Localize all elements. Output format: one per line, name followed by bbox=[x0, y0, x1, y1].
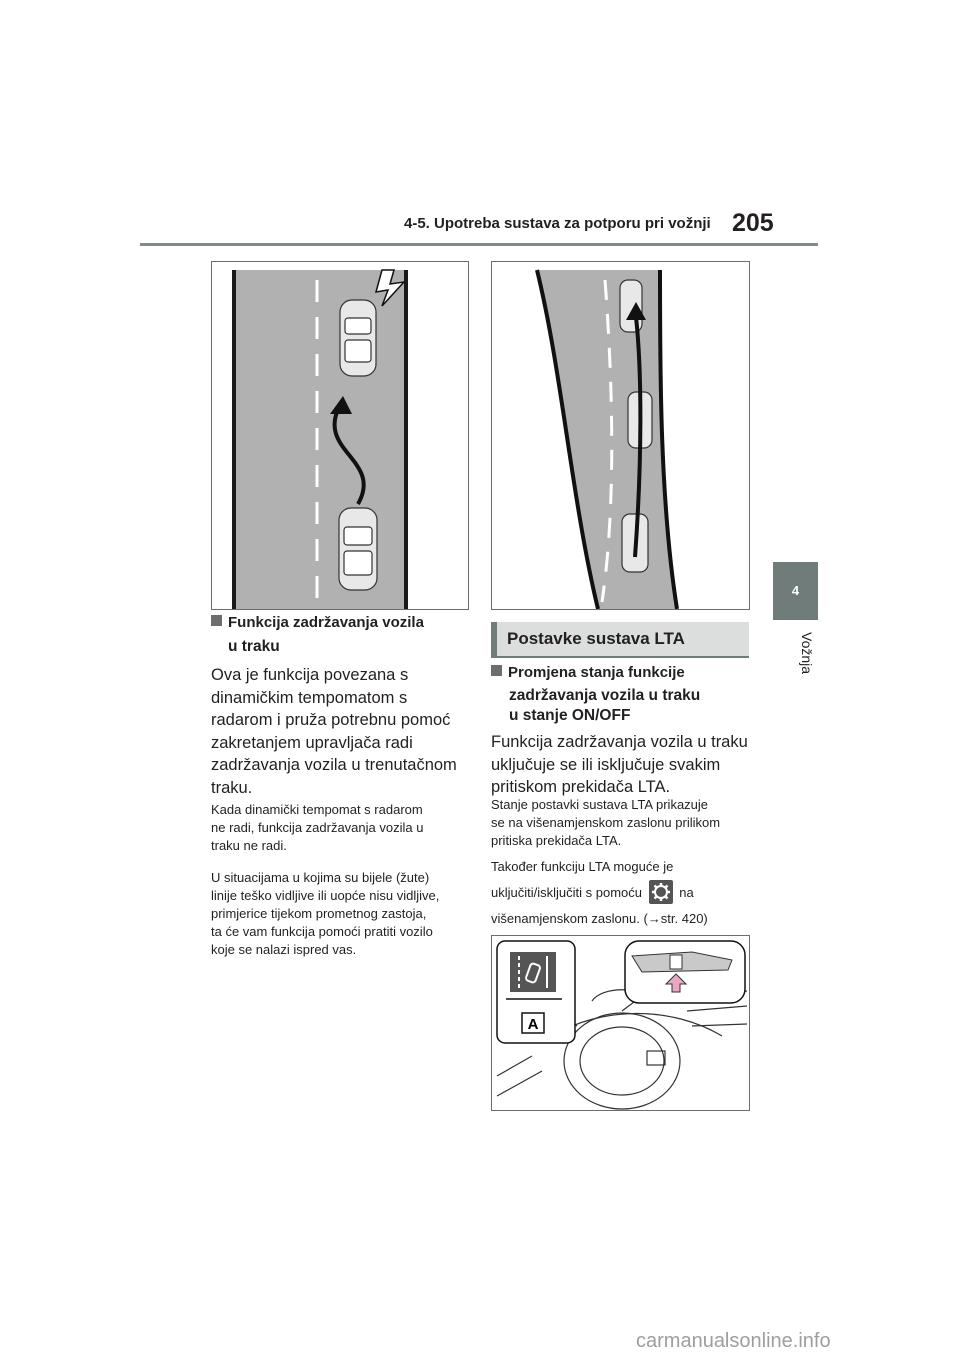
header-divider bbox=[140, 243, 818, 246]
car-rear bbox=[339, 508, 377, 590]
car-front bbox=[340, 300, 376, 376]
page-number: 205 bbox=[732, 209, 774, 237]
left-note-1: Kada dinamički tempomat s radarom ne radi, funkcija zadržavanja vozila u traku ne radi. bbox=[211, 802, 424, 853]
section-title: Postavke sustava LTA bbox=[507, 629, 685, 648]
section-divider bbox=[491, 656, 749, 658]
lta-indicator-icon bbox=[510, 952, 556, 992]
callout-label-a: A bbox=[527, 1016, 539, 1033]
header-section-title: 4-5. Upotreba sustava za potporu pri vožnji bbox=[404, 215, 711, 232]
left-paragraph-main: Ova je funkcija povezana s dinamičkim tempomatom s radarom i pruža potrebnu pomoć zakretanjem upravljača radi zadržavanja vozila u trenutačnom traku. bbox=[211, 666, 457, 797]
right-note-2: Također funkciju LTA moguće je uključiti/isključiti s pomoću na višenamjenskom zaslonu. (→str. 420) bbox=[491, 859, 708, 926]
right-heading-line-3: u stanje ON/OFF bbox=[509, 707, 631, 724]
section-title-bar bbox=[491, 622, 749, 656]
right-paragraph-main: Funkcija zadržavanja vozila u traku uključuje se ili isključuje svakim pritiskom prekidača LTA. bbox=[491, 733, 748, 796]
left-note-2: U situacijama u kojima su bijele (žute) linije teško vidljive ili uopće nisu vidljive, primjerice tijekom prometnog zastoja, ta će vam funkcija pomoći pratiti vozilo koje se nalazi ispred vas. bbox=[211, 870, 440, 957]
figure-lane-assist-straight bbox=[211, 261, 469, 610]
chapter-tab[interactable]: 4 bbox=[773, 562, 818, 620]
left-heading: Funkcija zadržavanja vozila bbox=[211, 614, 424, 631]
watermark: carmanualsonline.info bbox=[636, 1330, 831, 1352]
right-heading: Promjena stanja funkcije bbox=[491, 664, 685, 681]
chapter-label: Vožnja bbox=[799, 632, 815, 675]
right-note-1: Stanje postavki sustava LTA prikazuje se na višenamjenskom zaslonu prilikom pritiska prekidača LTA. bbox=[491, 797, 721, 848]
figure-cockpit-lta-switch bbox=[491, 935, 750, 1111]
right-heading-line-2: zadržavanja vozila u traku bbox=[509, 687, 701, 704]
gear-icon bbox=[649, 880, 673, 904]
left-heading-line-2: u traku bbox=[228, 638, 280, 655]
figure-lane-assist-curve bbox=[491, 261, 750, 610]
